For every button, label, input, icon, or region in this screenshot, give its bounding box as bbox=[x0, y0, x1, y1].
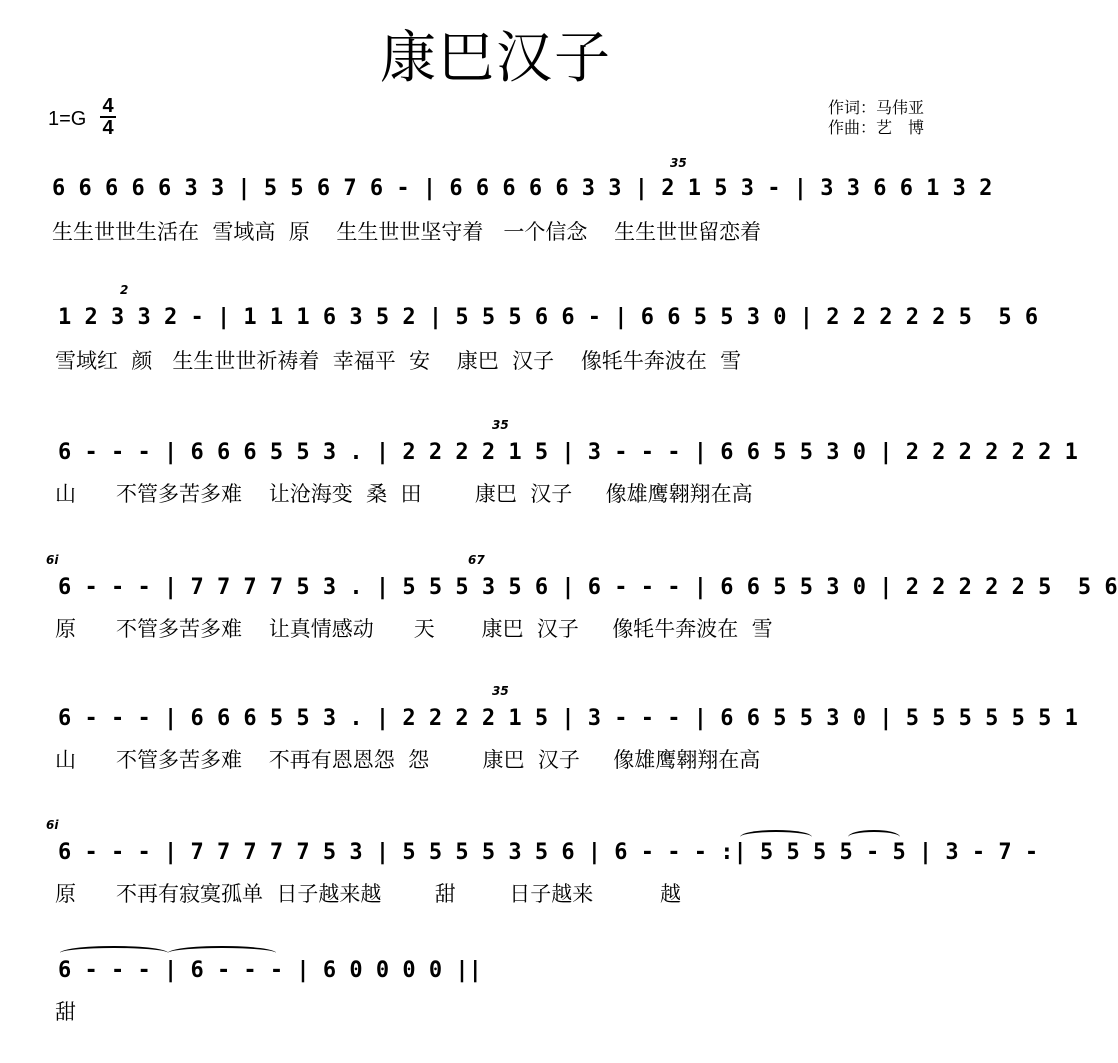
time-signature-bottom: 4 bbox=[102, 117, 114, 139]
lyrics-line-1: 生生世世生活在 雪域高 原 生生世世坚守着 一个信念 生生世世留恋着 bbox=[52, 220, 762, 244]
notes-line-7: 6 - - - | 6 - - - | 6 0 0 0 0 || bbox=[58, 958, 482, 983]
grace-note: 35 bbox=[492, 684, 509, 698]
grace-note: 2 bbox=[120, 283, 129, 297]
notes-line-6: 6 - - - | 7 7 7 7 7 5 3 | 5 5 5 5 3 5 6 | 6 - - - :| 5 5 5 5 - 5 | 3 - 7 - bbox=[58, 840, 1039, 865]
notes-line-2: 1 2 3 3 2 - | 1 1 1 6 3 5 2 | 5 5 5 6 6 - | 6 6 5 5 3 0 | 2 2 2 2 2 5 5 6 bbox=[58, 305, 1039, 330]
song-title: 康巴汉子 bbox=[380, 26, 612, 91]
grace-note: 35 bbox=[492, 418, 509, 432]
key-signature: 1=G bbox=[48, 108, 87, 130]
lyrics-line-6: 原 不再有寂寞孤单 日子越来越 甜 日子越来 越 bbox=[55, 882, 681, 906]
notes-line-1: 6 6 6 6 6 3 3 | 5 5 6 7 6 - | 6 6 6 6 6 3 3 | 2 1 5 3 - | 3 3 6 6 1 3 2 bbox=[52, 176, 993, 201]
lyrics-line-5: 山 不管多苦多难 不再有恩恩怨 怨 康巴 汉子 像雄鹰翱翔在高 bbox=[55, 748, 761, 772]
lyrics-line-7: 甜 bbox=[55, 1000, 76, 1024]
credits bbox=[828, 98, 924, 138]
grace-note: 67 bbox=[468, 553, 485, 567]
tie-slur bbox=[740, 830, 812, 844]
lyricist: 作词：马伟亚 bbox=[828, 98, 925, 117]
time-signature bbox=[100, 96, 116, 138]
notes-line-3: 6 - - - | 6 6 6 5 5 3 . | 2 2 2 2 1 5 | 3 - - - | 6 6 5 5 3 0 | 2 2 2 2 2 2 1 bbox=[58, 440, 1078, 465]
notes-line-4: 6 - - - | 7 7 7 7 5 3 . | 5 5 5 3 5 6 | 6 - - - | 6 6 5 5 3 0 | 2 2 2 2 2 5 5 6 bbox=[58, 575, 1118, 600]
tie-slur bbox=[848, 830, 900, 844]
notes-line-5: 6 - - - | 6 6 6 5 5 3 . | 2 2 2 2 1 5 | 3 - - - | 6 6 5 5 3 0 | 5 5 5 5 5 5 1 bbox=[58, 706, 1078, 731]
grace-note: 6i bbox=[46, 553, 59, 567]
grace-note: 6i bbox=[46, 818, 59, 832]
time-signature-top: 4 bbox=[100, 96, 116, 118]
composer: 作曲：艺 博 bbox=[828, 118, 925, 137]
lyrics-line-4: 原 不管多苦多难 让真情感动 天 康巴 汉子 像牦牛奔波在 雪 bbox=[55, 617, 773, 641]
lyrics-line-3: 山 不管多苦多难 让沧海变 桑 田 康巴 汉子 像雄鹰翱翔在高 bbox=[55, 482, 753, 506]
lyrics-line-2: 雪域红 颜 生生世世祈祷着 幸福平 安 康巴 汉子 像牦牛奔波在 雪 bbox=[55, 349, 742, 373]
grace-note: 35 bbox=[670, 156, 687, 170]
